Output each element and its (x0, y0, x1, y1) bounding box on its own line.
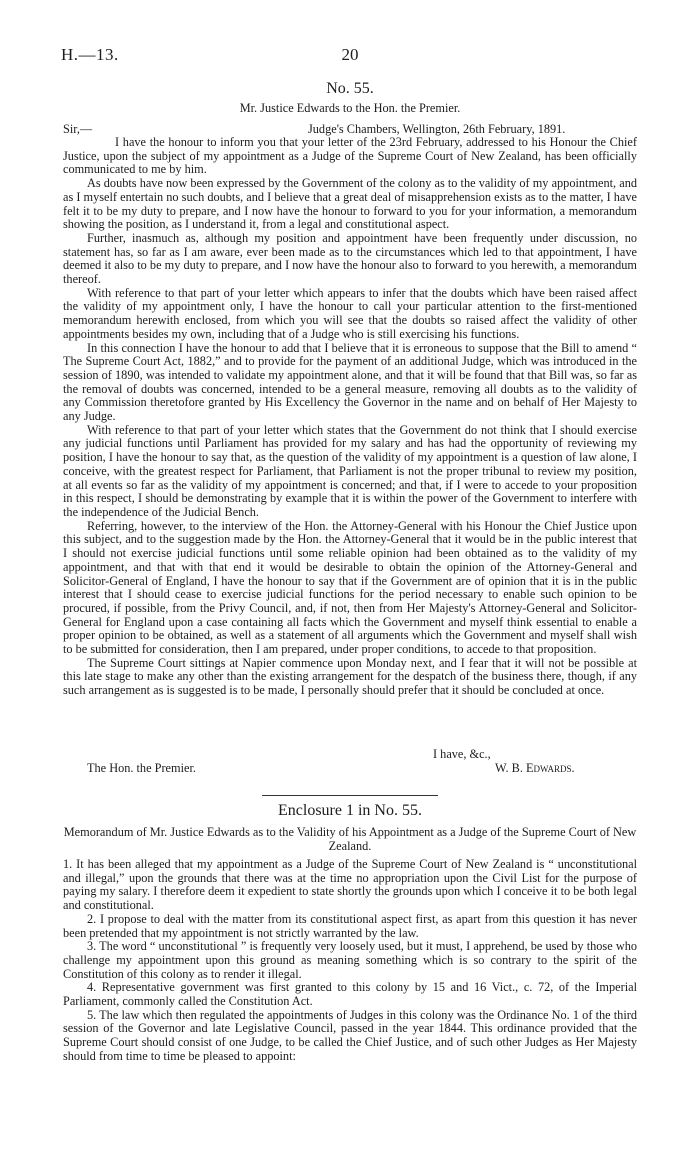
letter-paragraph: With reference to that part of your letter which appears to infer that the doubts which have been raised affect the validity of my appointment only, I have the honour to call your particular attention to the first-mentioned memorandum herewith enclosed, from which you will see that the doubts so raised affect the validity of other appointments besides my own, including that of a Judge who is still exercising his functions. (63, 285, 637, 341)
enclosure-title: Enclosure 1 in No. 55. (278, 802, 422, 819)
section-divider (262, 795, 438, 796)
memorandum-body (63, 858, 637, 1064)
letter-paragraph: With reference to that part of your letter which states that the Government do not think that I should exercise any judicial functions until Parliament has provided for my salary and has had the opportunity of reviewing my position, I have the honour to say that, as the question of the validity of my appointment is a question of law alone, I conceive, with the greatest respect for Parliament, that Parliament is not the proper tribunal to review my position, at all events so far as the validity of my appointment is concerned; and that, if I were to accede to your proposition in this respect, I should be demonstrating by example that it is within the power of the Government to interfere with the independence of the Judicial Bench. (63, 422, 637, 519)
letter-closing (63, 748, 637, 775)
signature: W. B. Edwards. (495, 760, 575, 775)
memorandum-paragraph: 4. Representative government was first granted to this colony by 15 and 16 Vict., c. 72, of the Imperial Parliament, commonly called the Constitution Act. (63, 980, 637, 1009)
letter-heading: Mr. Justice Edwards to the Hon. the Premier. (239, 101, 461, 115)
addressee: The Hon. the Premier. (87, 760, 196, 775)
memorandum-paragraph: 1. It has been alleged that my appointment as a Judge of the Supreme Court of New Zealand is “ unconstitutional and illegal,” upon the grounds that there was at the time no appropriation upon the Civil List for the purpose of paying my salary. I therefore deem it expedient to state shortly the grounds upon which I conceive it to be both legal and constitutional. (63, 857, 637, 913)
letter-number: No. 55. (326, 80, 374, 97)
place-date: Judge's Chambers, Wellington, 26th February, 1891. (308, 122, 566, 136)
memorandum-paragraph: 2. I propose to deal with the matter from its constitutional aspect first, as apart from this question it has never been pretended that my appointment is not strictly warranted by the law. (63, 911, 637, 940)
letter-paragraph: Further, inasmuch as, although my position and appointment have been frequently under discussion, no statement has, so far as I am aware, ever been made as to the circumstances which led to that appointment, I have deemed it also to be my duty to prepare, and I now have the honour also to forward to you herewith, a memorandum thereof. (63, 230, 637, 287)
page-number: 20 (341, 45, 359, 64)
memorandum-heading: Memorandum of Mr. Justice Edwards as to the Validity of his Appointment as a Judge of the Supreme Court of New Zealand. (63, 825, 637, 853)
letter-paragraph: As doubts have now been expressed by the Government of the colony as to the validity of my appointment, and as I myself entertain no such doubts, and I believe that a great deal of misapprehension exists as to the matter, I have felt it to be my duty to prepare, and I now have the honour to forward to you for your information, a memorandum showing the position, as I understand it, from a legal and constitutional aspect. (63, 176, 637, 232)
memorandum-paragraph: 3. The word “ unconstitutional ” is frequently very loosely used, but it must, I apprehend, be used by those who challenge my appointment upon this ground as meaning something which is so contrary to the spirit of the Constitution of this colony as to render it illegal. (63, 939, 637, 981)
salutation: Sir,— (63, 122, 93, 136)
memorandum-paragraph: 5. The law which then regulated the appointments of Judges in this colony was the Ordinance No. 1 of the third session of the Governor and late Legislative Council, passed in the year 1844. This ordinance provided that the Supreme Court should consist of one Judge, to be called the Chief Justice, and of such other Judges as Her Majesty should from time to time be pleased to appoint: (63, 1007, 637, 1063)
letter-paragraph: Referring, however, to the interview of the Hon. the Attorney-General with his Honour the Chief Justice upon this subject, and to the suggestion made by the Hon. the Attorney-General that it would be in the public interest that I should not exercise judicial functions until some reliable opinion had been obtained as to the validity of my appointment, and that with that end it would be desirable to obtain the opinion of the Attorney-General and Solicitor-General of England, I have the honour to say that if the Government are of opinion that it is in the public interest that I should cease to exercise judicial functions for the period necessary to enable such opinion to be procured, if possible, from the Privy Council, and, if not, then from Her Majesty's Attorney-General and Solicitor-General for England upon a case containing all facts which the Government and myself think essential to enable a proper opinion to be obtained, as well as a statement of all arguments which the Government and myself shall wish to be submitted for consideration, then I am prepared, under proper conditions, to accede to that proposition. (63, 518, 637, 657)
letter-body (63, 136, 637, 698)
letter-paragraph: I have the honour to inform you that your letter of the 23rd February, addressed to his Honour the Chief Justice, upon the subject of my appointment as a Judge of the Supreme Court of New Zealand, has been officially communicated to me by him. (63, 135, 637, 177)
closing-phrase: I have, &c., (433, 747, 491, 761)
letter-paragraph: The Supreme Court sittings at Napier commence upon Monday next, and I fear that it will not be possible at this late stage to make any other than the existing arrangement for the despatch of the business there, though, if any such arrangement as is suggested is to be made, I personally should prefer that it should be concluded at once. (63, 655, 637, 698)
series-code: H.—13. (61, 45, 119, 64)
letter-paragraph: In this connection I have the honour to add that I believe that it is erroneous to suppose that the Bill to amend “ The Supreme Court Act, 1882,” and to provide for the payment of an additional Judge, which was introduced in the session of 1890, was intended to validate my appointment alone, and that it will be found that that Bill was, so far as the removal of doubts was concerned, intended to be a general measure, removing all doubts as to the validity of any Commission theretofore granted by His Excellency the Governor in the name and on behalf of Her Majesty to any Judge. (63, 340, 637, 424)
